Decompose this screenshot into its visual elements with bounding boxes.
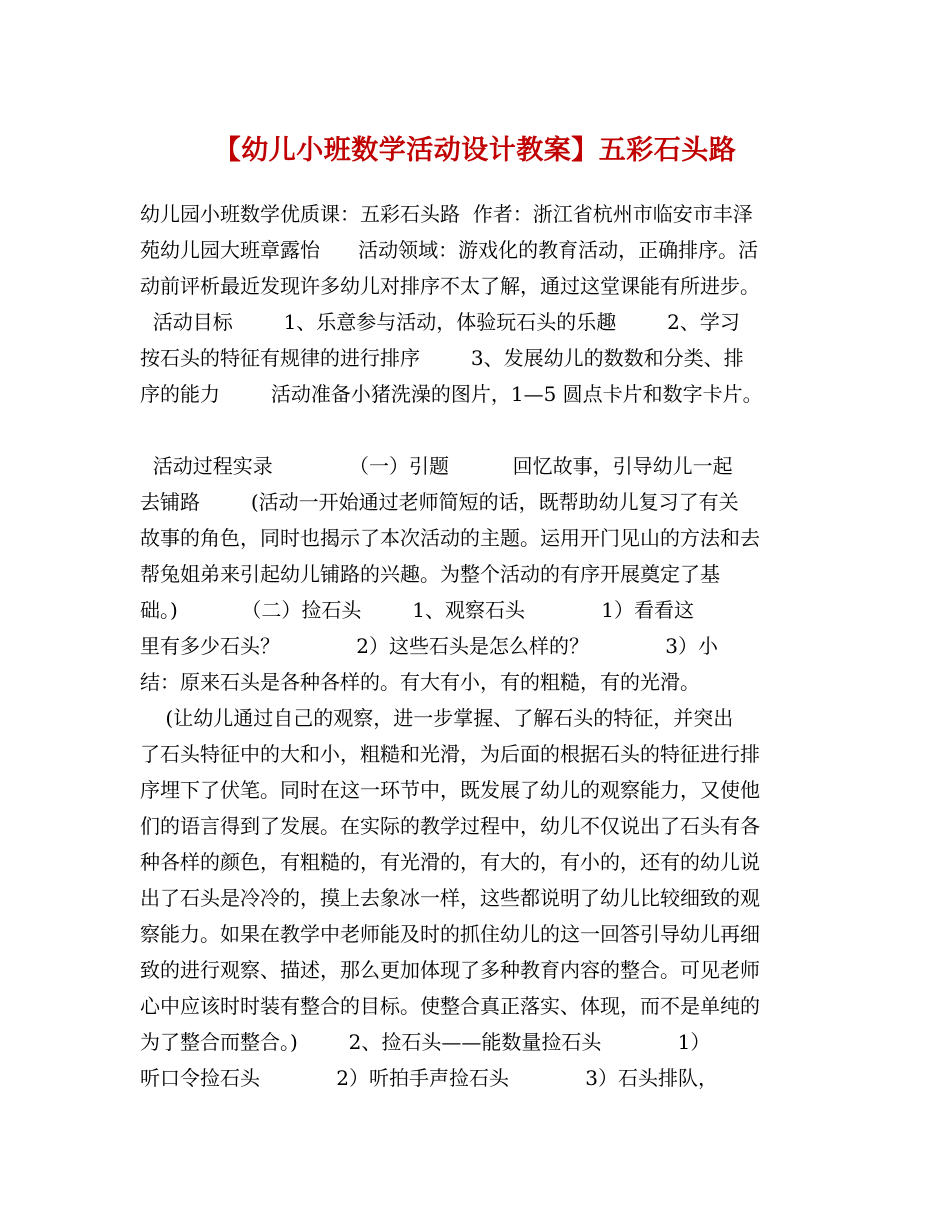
body-line-23: 为了整合而整合。) 2、捡石头——能数量捡石头 1） [140, 1030, 711, 1054]
body-line-7: 活动过程实录 （一）引题 回忆故事，引导幼儿一起 [140, 454, 733, 478]
document-title: 【幼儿小班数学活动设计教案】五彩石头路 [213, 135, 737, 166]
body-line-18: 种各样的颜色，有粗糙的，有光滑的，有大的，有小的，还有的幼儿说 [140, 850, 760, 874]
body-line-10: 帮兔姐弟来引起幼儿铺路的兴趣。为整个活动的有序开展奠定了基 [140, 562, 720, 586]
body-line-21: 致的进行观察、描述，那么更加体现了多种教育内容的整合。可见老师 [140, 958, 760, 982]
body-line-3: 动前评析最近发现许多幼儿对排序不太了解，通过这堂课能有所进步。 [140, 274, 760, 298]
body-line-12: 里有多少石头？ 2）这些石头是怎么样的？ 3）小 [140, 634, 719, 658]
body-line-22: 心中应该时时装有整合的目标。使整合真正落实、体现，而不是单纯的 [140, 994, 760, 1018]
body-line-19: 出了石头是冷冷的，摸上去象冰一样，这些都说明了幼儿比较细致的观 [140, 886, 760, 910]
body-line-17: 们的语言得到了发展。在实际的教学过程中，幼儿不仅说出了石头有各 [140, 814, 760, 838]
body-line-24: 听口令捡石头 2）听拍手声捡石头 3）石头排队， [140, 1066, 719, 1090]
body-line-8: 去铺路 (活动一开始通过老师简短的话，既帮助幼儿复习了有关 [140, 490, 739, 514]
body-line-16: 序埋下了伏笔。同时在这一环节中，既发展了幼儿的观察能力，又使他 [140, 778, 760, 802]
body-line-11: 础。) （二）捡石头 1、观察石头 1）看看这 [140, 598, 694, 622]
body-line-14: (让幼儿通过自己的观察，进一步掌握、了解石头的特征，并突出 [140, 706, 734, 730]
body-line-13: 结：原来石头是各种各样的。有大有小，有的粗糙，有的光滑。 [140, 670, 700, 694]
body-line-15: 了石头特征中的大和小，粗糙和光滑，为后面的根据石头的特征进行排 [140, 742, 760, 766]
body-line-5: 按石头的特征有规律的进行排序 3、发展幼儿的数数和分类、排 [140, 346, 744, 370]
body-line-1: 幼儿园小班数学优质课：五彩石头路 作者：浙江省杭州市临安市丰泽 [140, 202, 753, 226]
body-line-20: 察能力。如果在教学中老师能及时的抓住幼儿的这一回答引导幼儿再细 [140, 922, 760, 946]
body-line-2: 苑幼儿园大班章露怡 活动领域：游戏化的教育活动，正确排序。活 [140, 238, 759, 262]
body-line-4: 活动目标 1、乐意参与活动，体验玩石头的乐趣 2、学习 [140, 310, 740, 334]
body-line-6: 序的能力 活动准备小猪洗澡的图片，1—5 圆点卡片和数字卡片。 [140, 382, 763, 406]
body-line-9: 故事的角色，同时也揭示了本次活动的主题。运用开门见山的方法和去 [140, 526, 760, 550]
